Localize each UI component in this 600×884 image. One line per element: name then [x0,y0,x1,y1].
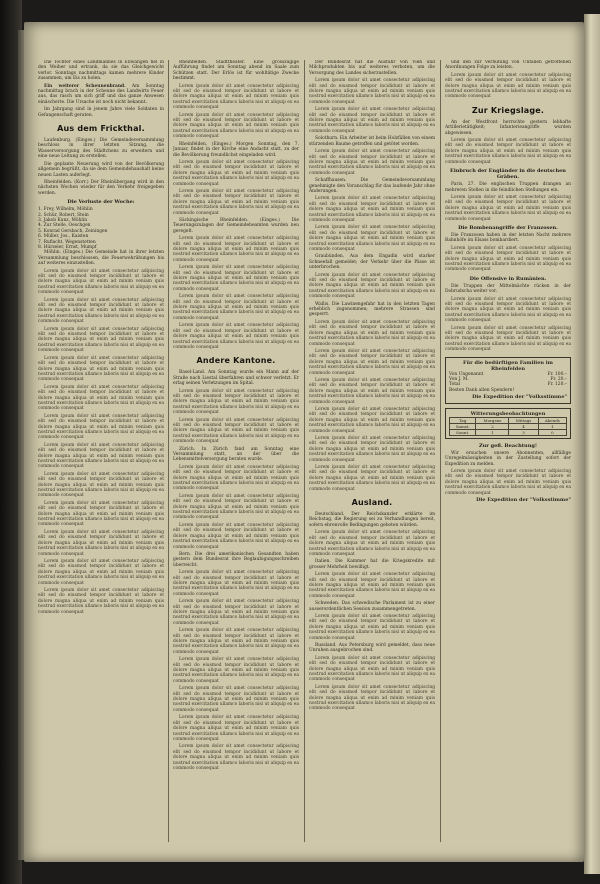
article-text: Lorem ipsum dolor sit amet consectetur adipiscing elit sed do eiusmod tempor incididunt ut labore et dolore magna aliqua ut enim ad minim veniam quis nostrud exercitation ullamco laboris nisi ut aliquip ex ea commodo consequat [173,464,299,492]
article-text: Lorem ipsum dolor sit amet consectetur adipiscing elit sed do eiusmod tempor incididunt ut labore et dolore magna aliqua ut enim ad minim veniam quis nostrud exercitation ullamco laboris nisi ut aliquip ex ea commodo consequat [173,265,299,292]
newspaper-page [24,22,584,862]
table-cell: Samst. [450,423,476,429]
article-text: Lorem ipsum dolor sit amet consectetur adipiscing elit sed do eiusmod tempor incididunt ut labore et dolore magna aliqua ut enim ad minim veniam quis nostrud exercitation ullamco laboris nisi ut aliquip ex ea commodo consequat [309,530,435,557]
article-text: Lorem ipsum dolor sit amet consectetur adipiscing elit sed do eiusmod tempor incididunt ut labore et dolore magna aliqua ut enim ad minim veniam quis nostrud exercitation ullamco laboris nisi ut aliquip ex ea commodo consequat [173,715,299,742]
column-3 [309,60,435,842]
article-text: Lorem ipsum dolor sit amet consectetur adipiscing elit sed do eiusmod tempor incididunt ut labore et dolore magna aliqua ut enim ad minim veniam quis nostrud exercitation ullamco laboris nisi ut aliquip ex ea commodo consequat [445,296,571,324]
article-text: Lorem ipsum dolor sit amet consectetur adipiscing elit sed do eiusmod tempor incididunt ut labore et dolore magna aliqua ut enim ad minim veniam quis nostrud exercitation ullamco laboris nisi ut aliquip ex ea commodo consequat [309,319,435,347]
section-heading-kriegslage: Zur Kriegslage. [471,105,545,115]
article-text: Lorem ipsum dolor sit amet consectetur adipiscing elit sed do eiusmod tempor incididunt ut labore et dolore magna aliqua ut enim ad minim veniam quis nostrud exercitation ullamco laboris nisi ut aliquip ex ea commodo consequat [309,225,435,252]
article-text: Lorem ipsum dolor sit amet consectetur adipiscing elit sed do eiusmod tempor incididunt ut labore et dolore magna aliqua ut enim ad minim veniam quis nostrud exercitation ullamco laboris nisi ut aliquip ex ea commodo consequat [309,107,435,134]
article-text: An der Westfront herrschte gestern lebhafte Artillerietätigkeit; Infanterieangriffe wurden abgewiesen. [445,119,571,136]
donation-amount: Fr. 20.– [550,377,567,383]
article-text: Italien. Die Kammer hat die Kriegskredite mit grosser Mehrheit bewilligt. [309,559,435,570]
article-text: Lorem ipsum dolor sit amet consectetur adipiscing elit sed do eiusmod tempor incididunt ut labore et dolore magna aliqua ut enim ad minim veniam quis nostrud exercitation ullamco laboris nisi ut aliquip ex ea commodo consequat [445,325,571,353]
column-rule [168,60,169,842]
article-text: Lorem ipsum dolor sit amet consectetur adipiscing elit sed do eiusmod tempor incididunt ut labore et dolore magna aliqua ut enim ad minim veniam quis nostrud exercitation ullamco laboris nisi ut aliquip ex ea commodo consequat [173,388,299,416]
casualty-list [38,207,164,250]
article-text: Lorem ipsum dolor sit amet consectetur adipiscing elit sed do eiusmod tempor incididunt ut labore et dolore magna aliqua ut enim ad minim veniam quis nostrud exercitation ullamco laboris nisi ut aliquip ex ea commodo consequat [38,442,164,470]
expedition-signature: Die Expedition der "Volksstimme" [476,496,571,503]
article-text: Lorem ipsum dolor sit amet consectetur adipiscing elit sed do eiusmod tempor incididunt ut labore et dolore magna aliqua ut enim ad minim veniam quis nostrud exercitation ullamco laboris nisi ut aliquip ex ea commodo consequat [38,326,164,354]
list-item: 3. Jakob Kunz, Möhlin [38,217,88,223]
article-lead: Ein weiterer Scheunenbrand. [44,83,126,89]
article-text: Wallis. Die Lawinengefahr hat in den letzten Tagen erheblich zugenommen; mehrere Strassen sind gesperrt. [309,301,435,318]
article-text: Lorem ipsum dolor sit amet consectetur adipiscing elit sed do eiusmod tempor incididunt ut labore et dolore magna aliqua ut enim ad minim veniam quis nostrud exercitation ullamco laboris nisi ut aliquip ex ea commodo consequat [309,406,435,434]
article-text: Lorem ipsum dolor sit amet consectetur adipiscing elit sed do eiusmod tempor incididunt ut labore et dolore magna aliqua ut enim ad minim veniam quis nostrud exercitation ullamco laboris nisi ut aliquip ex ea commodo consequat [309,436,435,463]
donation-donor: Von J. M. [449,377,469,383]
article-text: Die Franzosen haben in der letzten Nacht mehrere Bahnhöfe im Elsass bombardiert. [445,232,571,244]
column-rule [304,60,305,842]
donation-amount: Fr. 120.– [547,382,567,388]
article-text: Lorem ipsum dolor sit amet consectetur adipiscing elit sed do eiusmod tempor incididunt ut labore et dolore magna aliqua ut enim ad minim veniam quis nostrud exercitation ullamco laboris nisi ut aliquip ex ea commodo consequat [38,297,164,325]
list-item: 4. Zur Stelle, Oeschgen [38,223,91,229]
list-item: 6. Müller, Jos., Kaisten [38,234,89,240]
article-text: Lorem ipsum dolor sit amet consectetur adipiscing elit sed do eiusmod tempor incididunt ut labore et dolore magna aliqua ut enim ad minim veniam quis nostrud exercitation ullamco laboris nisi ut aliquip ex ea commodo consequat [173,159,299,187]
article-text: Rheinfelden. Stadttheater. Eine grosszügige Aufführung findet am Sonntag abend im Saale zum Schützen statt. Der Erlös ist für wohltätige Zwecke bestimmt. [173,60,299,82]
article-text: Lorem ipsum dolor sit amet consectetur adipiscing elit sed do eiusmod tempor incididunt ut labore et dolore magna aliqua ut enim ad minim veniam quis nostrud exercitation ullamco laboris nisi ut aliquip ex ea commodo consequat [445,138,571,165]
list-item: 1. Frey, Wilhelm, Möhlin [38,207,93,213]
article-text: Basel-Land. Am Sonntag wurde ein Mann auf der Straße nach Liestal überfahren und schwer verletzt. Er erlag seinen Verletzungen im Spital. [173,370,299,387]
article-text: Möhlin. (Einges.) Die Gemeinde hat in ihrer letzten Versammlung beschlossen, die Feuerwehrübungen bis auf weiteres einzustellen. [38,250,164,267]
table-cell: 1 [476,429,509,435]
column-1 [38,60,164,842]
article-text: Die Truppen der Mittelmächte rücken in der Dobrudscha weiter vor. [445,283,571,295]
list-item: 2. Schür, Robert, Stein [38,212,89,218]
article-text: Lorem ipsum dolor sit amet consectetur adipiscing elit sed do eiusmod tempor incididunt ut labore et dolore magna aliqua ut enim ad minim veniam quis nostrud exercitation ullamco laboris nisi ut aliquip ex ea commodo consequat [173,294,299,321]
section-heading-andere-kantone: Andere Kantone. [196,356,276,366]
table-cell: 0 [538,429,566,435]
article-text: Lorem ipsum dolor sit amet consectetur adipiscing elit sed do eiusmod tempor incididunt ut labore et dolore magna aliqua ut enim ad minim veniam quis nostrud exercitation ullamco laboris nisi ut aliquip ex ea commodo consequat [173,522,299,550]
article-text: Graubünden. Aus dem Engadin wird starker Schneefall gemeldet; der Verkehr über die Pässe ist unterbrochen. [309,254,435,271]
table-header: Abends [538,417,566,423]
subheading: Einbruch der Engländer in die deutschen Gräben. [450,168,566,181]
article-text: Lorem ipsum dolor sit amet consectetur adipiscing elit sed do eiusmod tempor incididunt ut labore et dolore magna aliqua ut enim ad minim veniam quis nostrud exercitation ullamco laboris nisi ut aliquip ex ea commodo consequat [38,558,164,586]
weather-box [445,408,571,439]
article-text: Deutschland. Der Reichskanzler erklärte im Reichstag, die Regierung sei zu Verhandlungen bereit, sofern ehrenvolle Bedingungen geboten würden. [309,512,435,528]
donation-donor: Total [449,382,461,388]
subheading: Die Offensive in Rumänien. [469,275,547,282]
table-cell: 2 [476,423,509,429]
donation-title: Für die bedürftigen Familien im Rheinfelden [463,359,553,372]
article-text: Schweden. Das schwedische Parlament ist zu einer ausserordentlichen Session zusammengetreten. [309,601,435,612]
article-text: Lorem ipsum dolor sit amet consectetur adipiscing elit sed do eiusmod tempor incididunt ut labore et dolore magna aliqua ut enim ad minim veniam quis nostrud exercitation ullamco laboris nisi ut aliquip ex ea commodo consequat [173,628,299,655]
list-item: 7. Ruflacht, Wegenstetten [38,239,96,245]
weather-table [449,417,567,436]
article-text: Russland. Aus Petersburg wird gemeldet, dass neue Unruhen ausgebrochen sind. [309,643,435,654]
list-title: Die Verluste der Woche: [67,199,135,206]
article-text: Lorem ipsum dolor sit amet consectetur adipiscing elit sed do eiusmod tempor incididunt ut labore et dolore magna aliqua ut enim ad minim veniam quis nostrud exercitation ullamco laboris nisi ut aliquip ex ea commodo consequat [309,613,435,641]
donation-amount: Fr. 100.– [547,371,567,377]
article-text: Lorem ipsum dolor sit amet consectetur adipiscing elit sed do eiusmod tempor incididunt ut labore et dolore magna aliqua ut enim ad minim veniam quis nostrud exercitation ullamco laboris nisi ut aliquip ex ea commodo consequat [173,236,299,263]
article-text: Die geplante Neuerung wird von der Bevölkerung allgemein begrüßt, da sie dem Gemeindehaushalt keine neuen Lasten auferlegt. [38,161,164,178]
section-heading-frickthal: Aus dem Frickthal. [57,124,145,134]
article-text: Die Tochter eines Landmannes in Ellwangen fiel in den Weiher und ertrank, da sie das Gleichgewicht verlor. Sonntags nachmittags kamen mehrere Kinder zusammen, um Eis zu holen. [38,60,164,82]
article-text: Lorem ipsum dolor sit amet consectetur adipiscing elit sed do eiusmod tempor incididunt ut labore et dolore magna aliqua ut enim ad minim veniam quis nostrud exercitation ullamco laboris nisi ut aliquip ex ea commodo consequat [309,272,435,300]
table-cell: 3 [509,429,538,435]
table-row [450,429,567,435]
article-text: Schaffhausen. Die Gemeindeversammlung genehmigte den Voranschlag für das laufende Jahr ohne Änderungen. [309,178,435,194]
article-text: Lorem ipsum dolor sit amet consectetur adipiscing elit sed do eiusmod tempor incididunt ut labore et dolore magna aliqua ut enim ad minim veniam quis nostrud exercitation ullamco laboris nisi ut aliquip ex ea commodo consequat [173,417,299,445]
article-text: Lorem ipsum dolor sit amet consectetur adipiscing elit sed do eiusmod tempor incididunt ut labore et dolore magna aliqua ut enim ad minim veniam quis nostrud exercitation ullamco laboris nisi ut aliquip ex ea commodo consequat [38,500,164,528]
article-text: Bern. Die drei amerikanischen Gesandten haben gestern dem Bundesrat ihre Beglaubigungsschreiben überreicht. [173,551,299,568]
article-text: und den zur Verhütung von Unfällen getroffenen Anordnungen Folge zu leisten. [445,60,571,71]
article-text: Lorem ipsum dolor sit amet consectetur adipiscing elit sed do eiusmod tempor incididunt ut labore et dolore magna aliqua ut enim ad minim veniam quis nostrud exercitation ullamco laboris nisi ut aliquip ex ea commodo consequat [38,268,164,296]
article-text: Lorem ipsum dolor sit amet consectetur adipiscing elit sed do eiusmod tempor incididunt ut labore et dolore magna aliqua ut enim ad minim veniam quis nostrud exercitation ullamco laboris nisi ut aliquip ex ea commodo consequat [309,149,435,176]
article-text: Am Sonntag nachmittag brach in der Scheune des Landwirts Feuer aus, das rasch um sich griff und das ganze Anwesen einäscherte. Die Ursache ist noch nicht bekannt. [38,83,164,105]
article-text: Laufenburg. (Einges.) Die Gemeindeversammlung beschloss in ihrer letzten Sitzung, die Wasserversorgung des Städtchens zu erweitern und eine neue Leitung zu erstellen. [38,138,164,160]
table-header: Tag [450,417,476,423]
article-text: Lorem ipsum dolor sit amet consectetur adipiscing elit sed do eiusmod tempor incididunt ut labore et dolore magna aliqua ut enim ad minim veniam quis nostrud exercitation ullamco laboris nisi ut aliquip ex ea commodo consequat [309,196,435,223]
article-text: Lorem ipsum dolor sit amet consectetur adipiscing elit sed do eiusmod tempor incididunt ut labore et dolore magna aliqua ut enim ad minim veniam quis nostrud exercitation ullamco laboris nisi ut aliquip ex ea commodo consequat [309,572,435,599]
table-cell: 4 [509,423,538,429]
column-4 [445,60,571,842]
article-text: Lorem ipsum dolor sit amet consectetur adipiscing elit sed do eiusmod tempor incididunt ut labore et dolore magna aliqua ut enim ad minim veniam quis nostrud exercitation ullamco laboris nisi ut aliquip ex ea commodo consequat [309,684,435,712]
article-text: Lorem ipsum dolor sit amet consectetur adipiscing elit sed do eiusmod tempor incididunt ut labore et dolore magna aliqua ut enim ad minim veniam quis nostrud exercitation ullamco laboris nisi ut aliquip ex ea commodo consequat [445,468,571,496]
section-heading-ausland: Ausland. [351,498,393,508]
article-text: Lorem ipsum dolor sit amet consectetur adipiscing elit sed do eiusmod tempor incididunt ut labore et dolore magna aliqua ut enim ad minim veniam quis nostrud exercitation ullamco laboris nisi ut aliquip ex ea commodo consequat [173,570,299,597]
article-text: Lorem ipsum dolor sit amet consectetur adipiscing elit sed do eiusmod tempor incididunt ut labore et dolore magna aliqua ut enim ad minim veniam quis nostrud exercitation ullamco laboris nisi ut aliquip ex ea commodo consequat [38,384,164,412]
article-text: Lorem ipsum dolor sit amet consectetur adipiscing elit sed do eiusmod tempor incididunt ut labore et dolore magna aliqua ut enim ad minim veniam quis nostrud exercitation ullamco laboris nisi ut aliquip ex ea commodo consequat [309,78,435,105]
article-text: Lorem ipsum dolor sit amet consectetur adipiscing elit sed do eiusmod tempor incididunt ut labore et dolore magna aliqua ut enim ad minim veniam quis nostrud exercitation ullamco laboris nisi ut aliquip ex ea commodo consequat [173,83,299,111]
article-text: Lorem ipsum dolor sit amet consectetur adipiscing elit sed do eiusmod tempor incididunt ut labore et dolore magna aliqua ut enim ad minim veniam quis nostrud exercitation ullamco laboris nisi ut aliquip ex ea commodo consequat [38,355,164,383]
donation-box [445,357,571,404]
subheading: Die Bombenangriffe der Franzosen. [458,224,558,231]
article-text: Lorem ipsum dolor sit amet consectetur adipiscing elit sed do eiusmod tempor incididunt ut labore et dolore magna aliqua ut enim ad minim veniam quis nostrud exercitation ullamco laboris nisi ut aliquip ex ea commodo consequat [173,493,299,521]
article-text: Paris, 27. Die englischen Truppen drangen an mehreren Stellen in die feindlichen Stellungen ein. [445,182,571,193]
article-text: Lorem ipsum dolor sit amet consectetur adipiscing elit sed do eiusmod tempor incididunt ut labore et dolore magna aliqua ut enim ad minim veniam quis nostrud exercitation ullamco laboris nisi ut aliquip ex ea commodo consequat [173,744,299,771]
article-text: Im Jahrgang sind in jenem Jahre viele Soldaten in Gefangenschaft geraten. [38,107,164,118]
column-2 [173,60,299,842]
list-item: 5. Konrad Gersbach, Zeiningen [38,228,108,234]
article-text: Lorem ipsum dolor sit amet consectetur adipiscing elit sed do eiusmod tempor incididunt ut labore et dolore magna aliqua ut enim ad minim veniam quis nostrud exercitation ullamco laboris nisi ut aliquip ex ea commodo consequat [309,348,435,376]
column-rule [440,60,441,842]
article-text: Lorem ipsum dolor sit amet consectetur adipiscing elit sed do eiusmod tempor incididunt ut labore et dolore magna aliqua ut enim ad minim veniam quis nostrud exercitation ullamco laboris nisi ut aliquip ex ea commodo consequat [173,686,299,713]
list-item: 8. Hürzeler, Ernst, Mumpf [38,244,97,250]
table-cell: Sonnt. [450,429,476,435]
article-text: Lorem ipsum dolor sit amet consectetur adipiscing elit sed do eiusmod tempor incididunt ut labore et dolore magna aliqua ut enim ad minim veniam quis nostrud exercitation ullamco laboris nisi ut aliquip ex ea commodo consequat [38,587,164,615]
article-text: Lorem ipsum dolor sit amet consectetur adipiscing elit sed do eiusmod tempor incididunt ut labore et dolore magna aliqua ut enim ad minim veniam quis nostrud exercitation ullamco laboris nisi ut aliquip ex ea commodo consequat [173,112,299,140]
article-text: Rheinfelden. (Korr.) Der Rheinübergang wird in den nächsten Wochen wieder für den Verkehr freigegeben werden. [38,179,164,196]
next-page-edge [584,14,600,874]
article-text: Lorem ipsum dolor sit amet consectetur adipiscing elit sed do eiusmod tempor incididunt ut labore et dolore magna aliqua ut enim ad minim veniam quis nostrud exercitation ullamco laboris nisi ut aliquip ex ea commodo consequat [173,188,299,216]
article-text: Lorem ipsum dolor sit amet consectetur adipiscing elit sed do eiusmod tempor incididunt ut labore et dolore magna aliqua ut enim ad minim veniam quis nostrud exercitation ullamco laboris nisi ut aliquip ex ea commodo consequat [38,413,164,441]
article-text: Lorem ipsum dolor sit amet consectetur adipiscing elit sed do eiusmod tempor incididunt ut labore et dolore magna aliqua ut enim ad minim veniam quis nostrud exercitation ullamco laboris nisi ut aliquip ex ea commodo consequat [173,599,299,626]
article-text: Lorem ipsum dolor sit amet consectetur adipiscing elit sed do eiusmod tempor incididunt ut labore et dolore magna aliqua ut enim ad minim veniam quis nostrud exercitation ullamco laboris nisi ut aliquip ex ea commodo consequat [173,657,299,684]
article-text: Lorem ipsum dolor sit amet consectetur adipiscing elit sed do eiusmod tempor incididunt ut labore et dolore magna aliqua ut enim ad minim veniam quis nostrud exercitation ullamco laboris nisi ut aliquip ex ea commodo consequat [173,323,299,350]
weather-title: Witterungsbeobachtungen [470,410,546,417]
donation-thanks: Besten Dank allen Spendern! [449,387,515,393]
article-text: Lorem ipsum dolor sit amet consectetur adipiscing elit sed do eiusmod tempor incididunt ut labore et dolore magna aliqua ut enim ad minim veniam quis nostrud exercitation ullamco laboris nisi ut aliquip ex ea commodo consequat [445,245,571,273]
table-header: Mittags [509,417,538,423]
article-text: Lorem ipsum dolor sit amet consectetur adipiscing elit sed do eiusmod tempor incididunt ut labore et dolore magna aliqua ut enim ad minim veniam quis nostrud exercitation ullamco laboris nisi ut aliquip ex ea commodo consequat [309,465,435,492]
subheading: Zur gefl. Beachtung! [478,442,538,449]
article-text: Lorem ipsum dolor sit amet consectetur adipiscing elit sed do eiusmod tempor incididunt ut labore et dolore magna aliqua ut enim ad minim veniam quis nostrud exercitation ullamco laboris nisi ut aliquip ex ea commodo consequat [445,72,571,100]
article-text: Wir ersuchen unsere Abonnenten, allfällige Unregelmässigkeiten in der Zustellung sofort der Expedition zu melden. [445,450,571,467]
article-text: Rheinfelden. (Einges.) Morgen Sonntag, den 7. Januar, findet in der Kirche eine Andacht statt, zu der die Bevölkerung freundlichst eingeladen wird. [173,141,299,158]
article-text: Lorem ipsum dolor sit amet consectetur adipiscing elit sed do eiusmod tempor incididunt ut labore et dolore magna aliqua ut enim ad minim veniam quis nostrud exercitation ullamco laboris nisi ut aliquip ex ea commodo consequat [309,655,435,683]
article-text: Lorem ipsum dolor sit amet consectetur adipiscing elit sed do eiusmod tempor incididunt ut labore et dolore magna aliqua ut enim ad minim veniam quis nostrud exercitation ullamco laboris nisi ut aliquip ex ea commodo consequat [309,377,435,405]
article-text: Der Bundesrat hat die Ausfuhr von Vieh und Milchprodukten bis auf weiteres verboten, um die Versorgung des Landes sicherzustellen. [309,60,435,76]
table-header: Morgens [476,417,509,423]
table-cell: 1 [538,423,566,429]
article-text: Lorem ipsum dolor sit amet consectetur adipiscing elit sed do eiusmod tempor incididunt ut labore et dolore magna aliqua ut enim ad minim veniam quis nostrud exercitation ullamco laboris nisi ut aliquip ex ea commodo consequat [445,194,571,222]
article-text: Zürich. In Zürich fand am Sonntag eine Versammlung statt, an der über die Lebensmittelversorgung beraten wurde. [173,446,299,463]
donation-signature: Die Expedition der "Volksstimme" [472,394,567,401]
article-text: Lorem ipsum dolor sit amet consectetur adipiscing elit sed do eiusmod tempor incididunt ut labore et dolore magna aliqua ut enim ad minim veniam quis nostrud exercitation ullamco laboris nisi ut aliquip ex ea commodo consequat [38,471,164,499]
article-text: Solothurn. Ein Arbeiter ist beim Holzfällen von einem stürzenden Baume getroffen und getötet worden. [309,136,435,147]
article-text: Lorem ipsum dolor sit amet consectetur adipiscing elit sed do eiusmod tempor incididunt ut labore et dolore magna aliqua ut enim ad minim veniam quis nostrud exercitation ullamco laboris nisi ut aliquip ex ea commodo consequat [38,529,164,557]
donation-donor: Von Ungenannt [449,371,484,377]
article-text: Säckingische Rheinfelden. (Einges.) Die Teuerungszulagen der Gemeindebeamten wurden neu geregelt. [173,217,299,234]
